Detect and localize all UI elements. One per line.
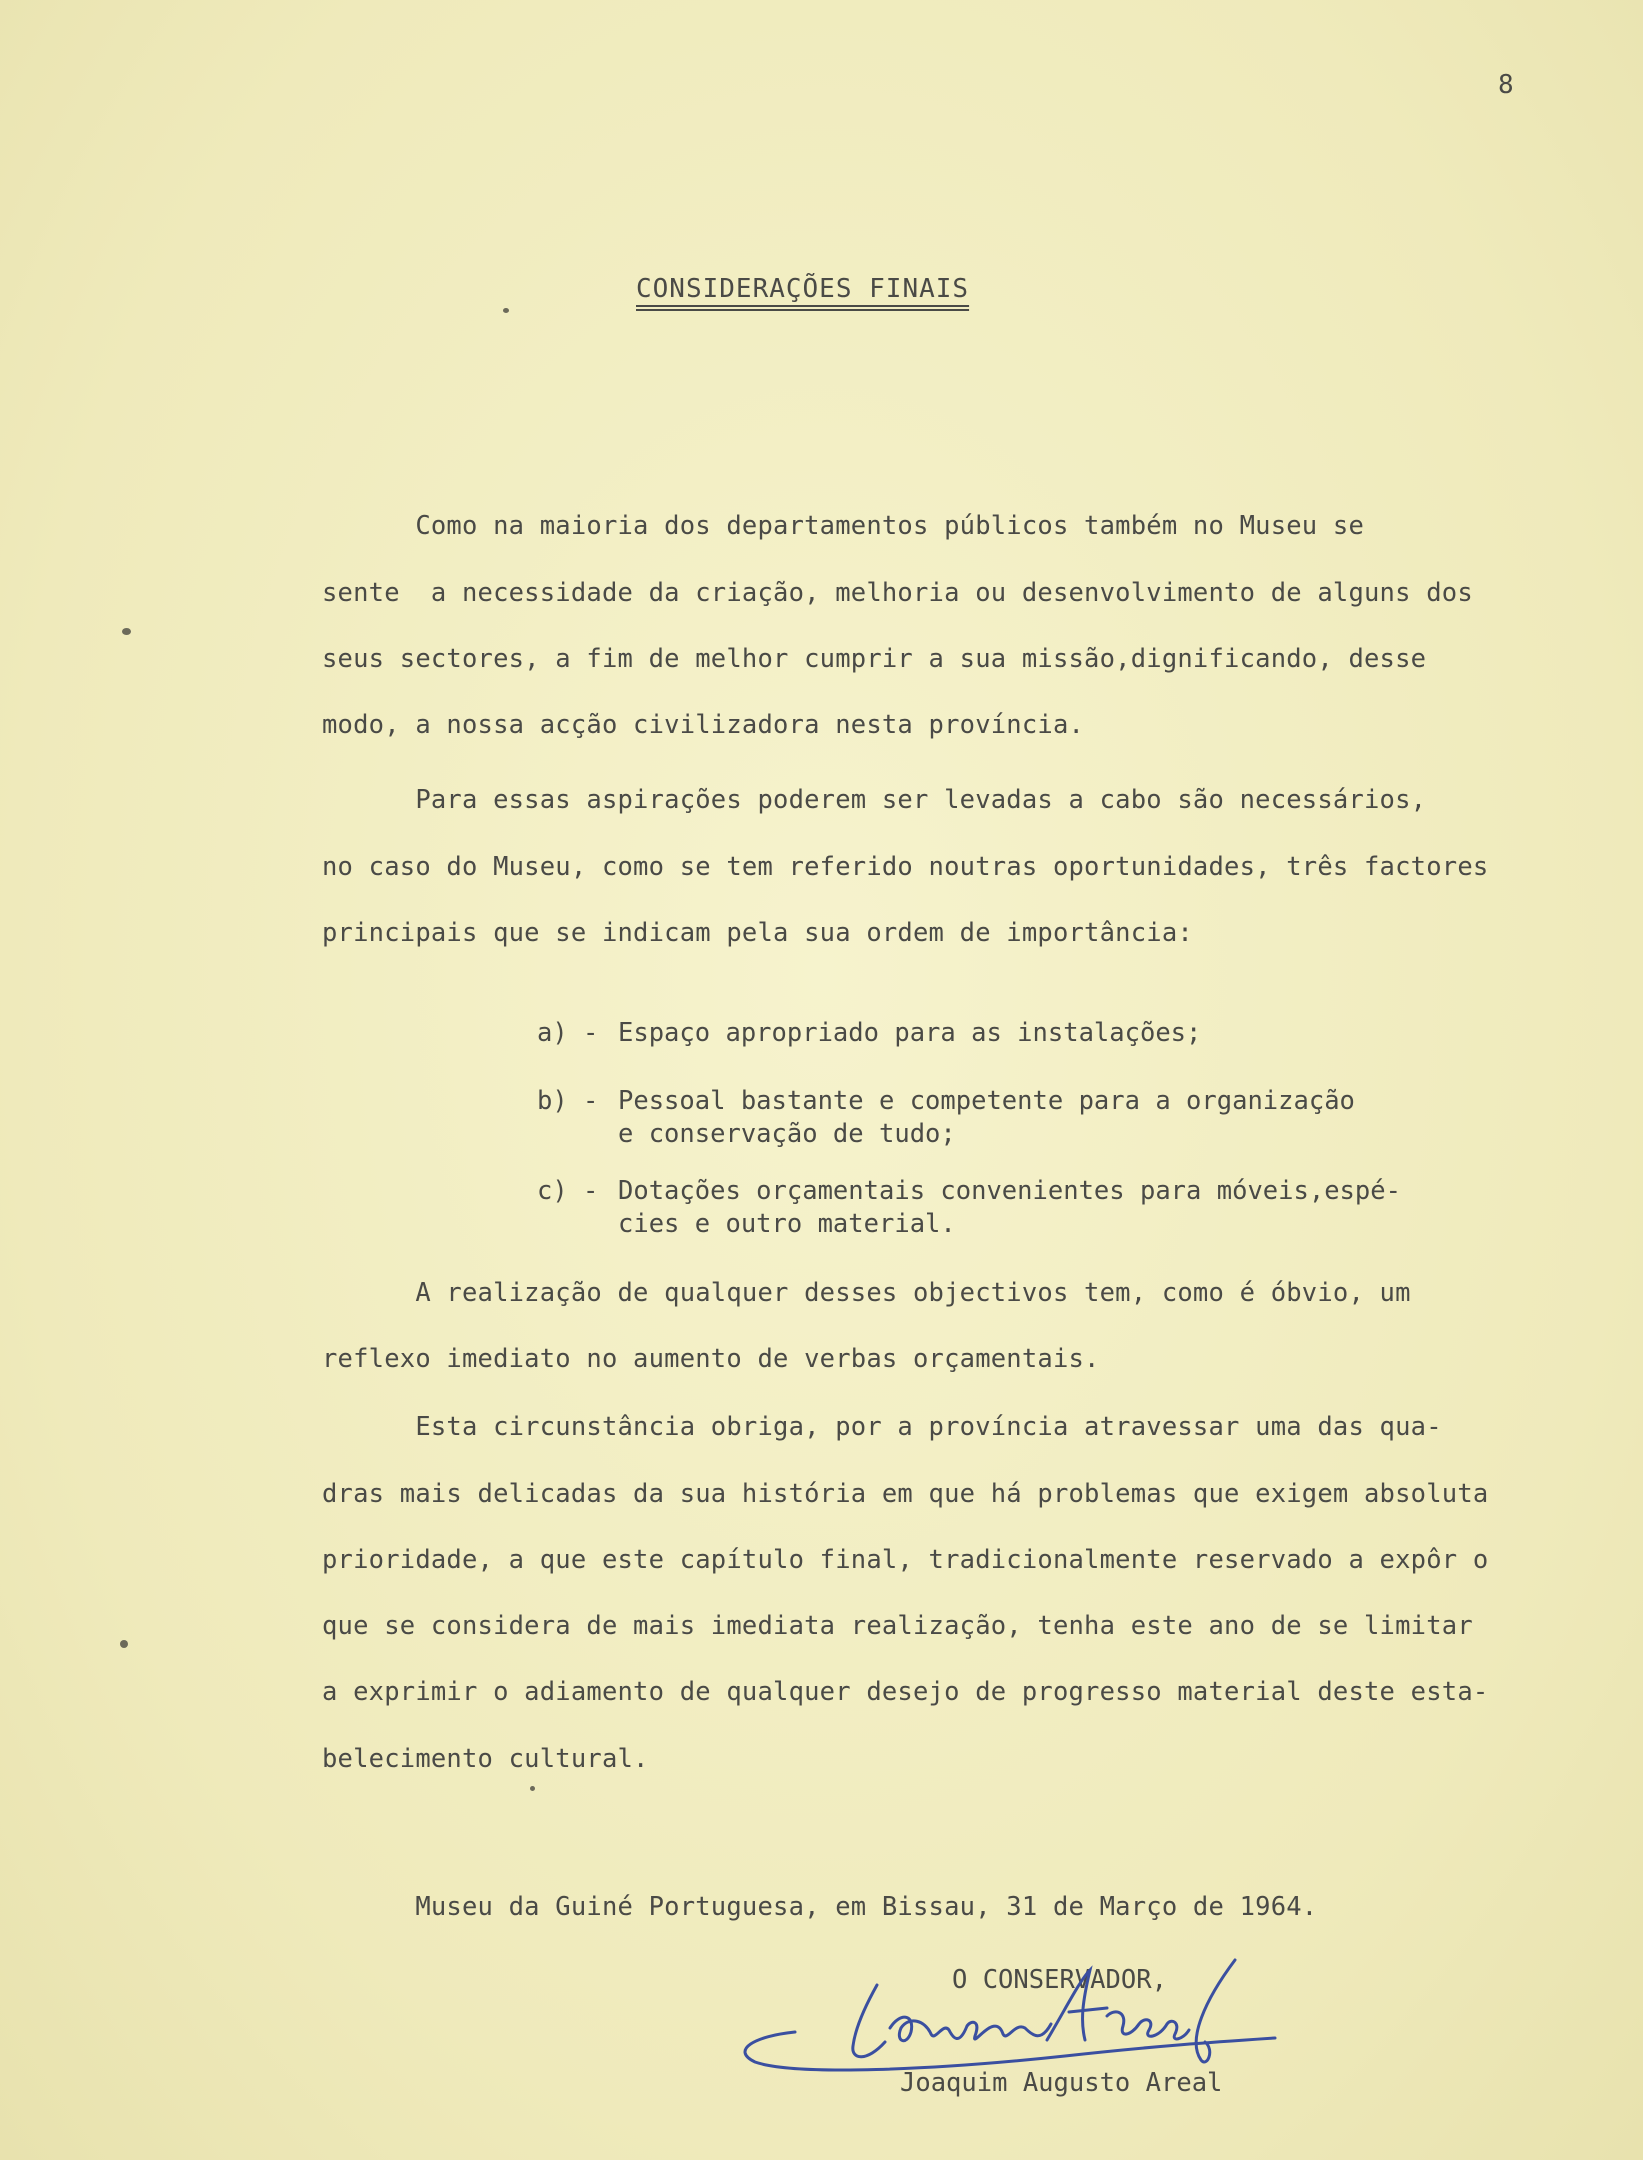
paragraph-4-line: prioridade, a que este capítulo final, tradicionalmente reservado a expôr o bbox=[322, 1545, 1489, 1575]
paragraph-3-line: reflexo imediato no aumento de verbas orçamentais. bbox=[322, 1344, 1100, 1374]
paper-speck bbox=[503, 308, 509, 313]
paragraph-3-line: A realização de qualquer desses objectivos tem, como é óbvio, um bbox=[322, 1278, 1411, 1308]
paper-speck bbox=[122, 628, 131, 635]
section-title: CONSIDERAÇÕES FINAIS bbox=[636, 274, 970, 304]
handwritten-signature bbox=[735, 1950, 1295, 2080]
paragraph-4-line: belecimento cultural. bbox=[322, 1744, 649, 1774]
list-item-c: Dotações orçamentais convenientes para móveis,espé- bbox=[618, 1176, 1401, 1206]
paper-speck bbox=[120, 1640, 128, 1648]
list-item-b: e conservação de tudo; bbox=[618, 1119, 956, 1149]
paragraph-4-line: que se considera de mais imediata realização, tenha este ano de se limitar bbox=[322, 1611, 1473, 1641]
list-item-c: cies e outro material. bbox=[618, 1209, 956, 1239]
list-marker-c: c) - bbox=[537, 1176, 599, 1206]
paragraph-1-line: modo, a nossa acção civilizadora nesta província. bbox=[322, 710, 1085, 740]
paragraph-2-line: principais que se indicam pela sua ordem de importância: bbox=[322, 918, 1193, 948]
list-marker-b: b) - bbox=[537, 1086, 599, 1116]
paragraph-4-line: a exprimir o adiamento de qualquer desejo de progresso material deste esta- bbox=[322, 1677, 1489, 1707]
list-item-b: Pessoal bastante e competente para a organização bbox=[618, 1086, 1355, 1116]
paragraph-4-line: Esta circunstância obriga, por a província atravessar uma das qua- bbox=[322, 1412, 1442, 1442]
signatory-name: Joaquim Augusto Areal bbox=[900, 2068, 1223, 2098]
list-marker-a: a) - bbox=[537, 1018, 599, 1048]
place-date-line: Museu da Guiné Portuguesa, em Bissau, 31 de Março de 1964. bbox=[322, 1892, 1318, 1922]
paper-speck bbox=[530, 1786, 535, 1791]
paragraph-1-line: sente a necessidade da criação, melhoria ou desenvolvimento de alguns dos bbox=[322, 578, 1473, 608]
paragraph-2-line: Para essas aspirações poderem ser levadas a cabo são necessários, bbox=[322, 785, 1427, 815]
page-number: 8 bbox=[1498, 70, 1514, 100]
paragraph-1-line: seus sectores, a fim de melhor cumprir a sua missão,dignificando, desse bbox=[322, 644, 1427, 674]
list-item-a: Espaço apropriado para as instalações; bbox=[618, 1018, 1202, 1048]
paragraph-4-line: dras mais delicadas da sua história em que há problemas que exigem absoluta bbox=[322, 1479, 1489, 1509]
paragraph-2-line: no caso do Museu, como se tem referido noutras oportunidades, três factores bbox=[322, 852, 1489, 882]
paragraph-1-line: Como na maioria dos departamentos públicos também no Museu se bbox=[322, 511, 1365, 541]
signatory-role: O CONSERVADOR, bbox=[952, 1965, 1167, 1995]
